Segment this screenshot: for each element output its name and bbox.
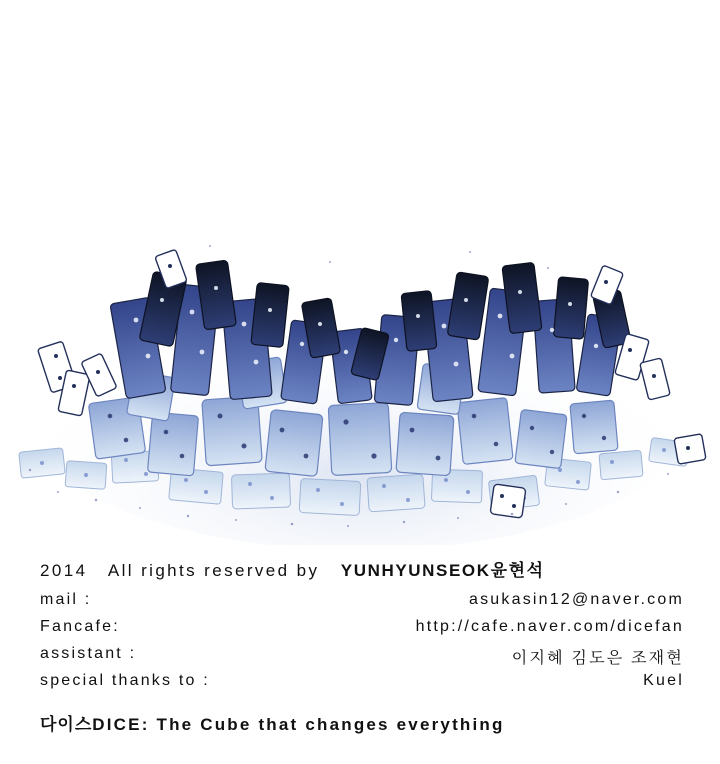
copyright-line — [40, 556, 545, 581]
credit-value-special-thanks: Kuel — [643, 672, 684, 689]
tagline — [40, 710, 505, 735]
credit-value-fancafe[interactable]: http://cafe.naver.com/dicefan — [415, 618, 684, 635]
credit-label-special-thanks: special thanks to : — [40, 672, 210, 689]
credit-value-assistant: 이지혜 김도은 조재현 — [511, 650, 684, 667]
credits-block — [0, 548, 720, 764]
copyright-year: 2014 — [40, 561, 88, 580]
credit-value-mail[interactable]: asukasin12@naver.com — [469, 591, 684, 608]
credit-label-assistant: assistant : — [40, 645, 137, 662]
credit-label-fancafe: Fancafe: — [40, 618, 120, 635]
author-name: YUNHYUNSEOK윤현석 — [340, 561, 545, 580]
tagline-korean: 다이스 — [40, 715, 93, 734]
credit-label-mail: mail : — [40, 591, 92, 608]
copyright-text: All rights reserved by — [107, 561, 320, 580]
tagline-english: DICE: The Cube that changes everything — [92, 715, 505, 734]
